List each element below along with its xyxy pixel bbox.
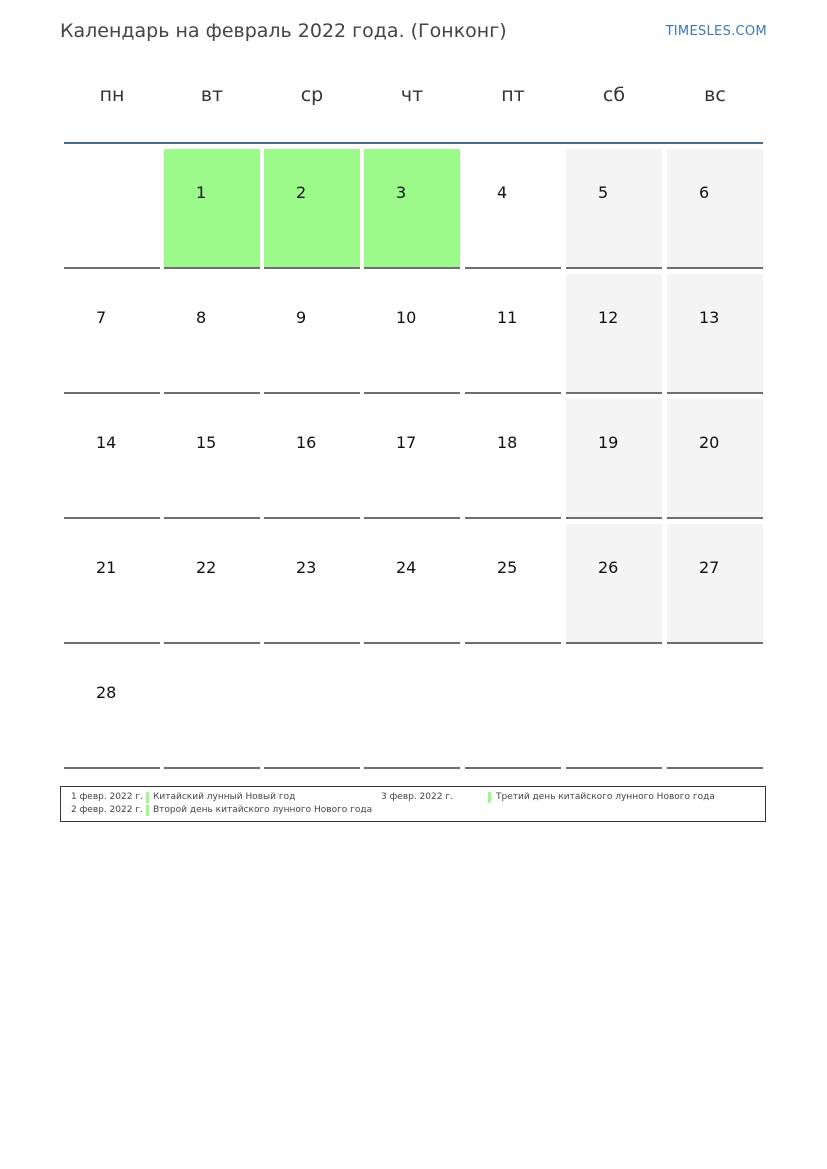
day-cell — [465, 274, 561, 394]
day-cell — [264, 274, 360, 394]
empty-day-cell — [164, 649, 260, 769]
legend-date: 2 февр. 2022 г. — [71, 805, 143, 815]
empty-day-cell — [566, 649, 662, 769]
day-number: 22 — [196, 558, 217, 577]
page-title: Календарь на февраль 2022 года. (Гонконг) — [60, 20, 507, 42]
day-cell — [667, 149, 763, 269]
day-number: 12 — [598, 308, 619, 327]
site-link[interactable]: TIMESLES.COM — [665, 24, 767, 39]
day-number: 9 — [296, 308, 307, 327]
day-number: 2 — [296, 183, 307, 202]
day-cell — [364, 274, 460, 394]
legend-color-mark — [488, 792, 491, 803]
day-number: 14 — [96, 433, 117, 452]
day-cell — [64, 524, 160, 644]
day-number: 15 — [196, 433, 217, 452]
day-number: 28 — [96, 683, 117, 702]
legend-name: Третий день китайского лунного Нового года — [496, 792, 715, 802]
day-number: 18 — [497, 433, 518, 452]
empty-day-cell — [364, 649, 460, 769]
day-cell — [164, 274, 260, 394]
day-number: 24 — [396, 558, 417, 577]
day-number: 11 — [497, 308, 518, 327]
weekday-label: пн — [99, 84, 125, 106]
empty-day-cell — [465, 649, 561, 769]
day-cell — [465, 524, 561, 644]
legend-date: 1 февр. 2022 г. — [71, 792, 143, 802]
day-cell — [364, 524, 460, 644]
weekday-label: вс — [704, 84, 726, 106]
day-cell — [667, 399, 763, 519]
empty-day-cell — [64, 149, 160, 269]
weekday-label: чт — [400, 84, 424, 106]
day-number: 16 — [296, 433, 317, 452]
day-cell — [164, 524, 260, 644]
day-number: 10 — [396, 308, 417, 327]
day-number: 8 — [196, 308, 207, 327]
day-number: 6 — [699, 183, 710, 202]
weekday-label: ср — [300, 84, 324, 106]
day-number: 13 — [699, 308, 720, 327]
day-cell — [465, 149, 561, 269]
calendar-grid — [64, 149, 764, 771]
empty-day-cell — [667, 649, 763, 769]
day-cell — [364, 399, 460, 519]
day-number: 3 — [396, 183, 407, 202]
day-cell — [264, 149, 360, 269]
day-number: 7 — [96, 308, 107, 327]
day-number: 19 — [598, 433, 619, 452]
day-cell — [566, 274, 662, 394]
weekday-label: сб — [602, 84, 626, 106]
day-number: 20 — [699, 433, 720, 452]
day-cell — [465, 399, 561, 519]
day-cell — [566, 399, 662, 519]
day-number: 21 — [96, 558, 117, 577]
weekday-label: вт — [200, 84, 224, 106]
holiday-legend — [60, 786, 766, 822]
day-number: 27 — [699, 558, 720, 577]
day-number: 17 — [396, 433, 417, 452]
day-cell — [64, 399, 160, 519]
weekday-label: пт — [501, 84, 525, 106]
legend-color-mark — [146, 805, 149, 816]
day-number: 23 — [296, 558, 317, 577]
day-cell — [64, 649, 160, 769]
day-cell — [264, 524, 360, 644]
day-cell — [667, 524, 763, 644]
day-cell — [164, 149, 260, 269]
header-divider — [64, 142, 763, 144]
day-cell — [364, 149, 460, 269]
legend-name: Китайский лунный Новый год — [153, 792, 296, 802]
day-cell — [667, 274, 763, 394]
legend-name: Второй день китайского лунного Нового года — [153, 805, 373, 815]
weekday-header-row — [64, 84, 764, 144]
day-cell — [64, 274, 160, 394]
day-cell — [566, 149, 662, 269]
day-number: 25 — [497, 558, 518, 577]
day-number: 5 — [598, 183, 609, 202]
day-cell — [566, 524, 662, 644]
empty-day-cell — [264, 649, 360, 769]
day-cell — [264, 399, 360, 519]
day-cell — [164, 399, 260, 519]
legend-date: 3 февр. 2022 г. — [381, 792, 453, 802]
day-number: 26 — [598, 558, 619, 577]
day-number: 1 — [196, 183, 207, 202]
day-number: 4 — [497, 183, 508, 202]
legend-color-mark — [146, 792, 149, 803]
